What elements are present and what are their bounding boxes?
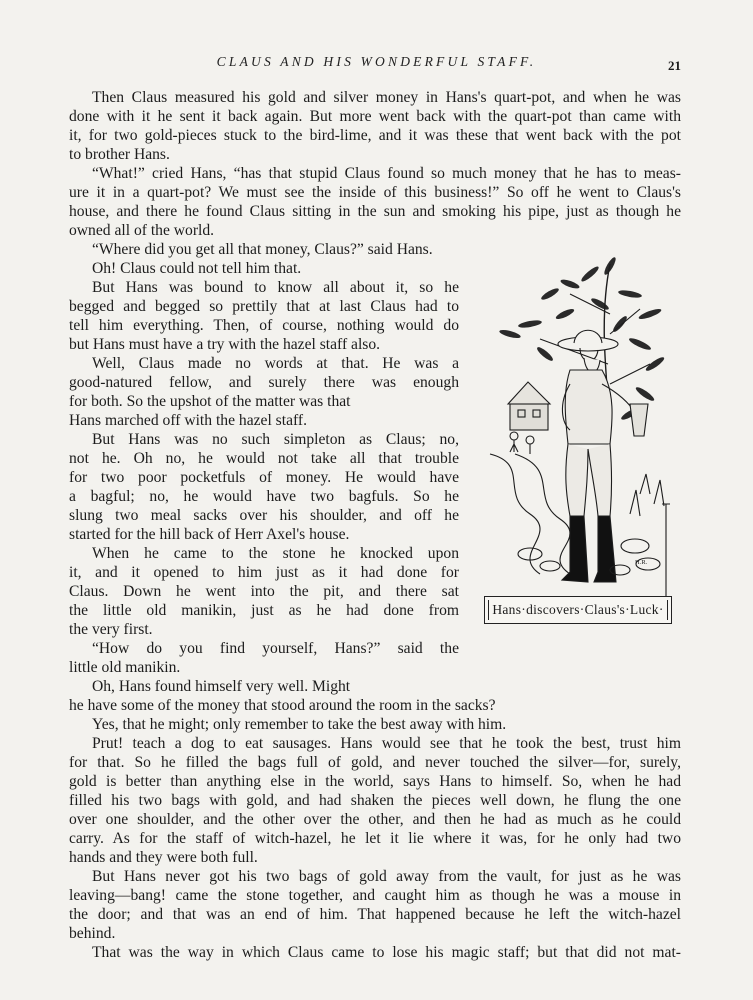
illustration-hans bbox=[470, 254, 684, 634]
text-line: the very first. bbox=[69, 621, 153, 638]
text-line: behind. bbox=[69, 925, 116, 942]
text-line: for two poor pocketfuls of money. He would have bbox=[69, 469, 459, 486]
text-line: for that. So he filled the bags full of gold, and never touched the silver—for, surely, bbox=[69, 754, 681, 771]
text-line: “How do you find yourself, Hans?” said the bbox=[92, 640, 459, 657]
text-line: But Hans never got his two bags of gold away from the vault, for just as he was bbox=[92, 868, 681, 885]
text-line: Oh! Claus could not tell him that. bbox=[92, 260, 302, 277]
text-line: tell him everything. Then, of course, nothing would do bbox=[69, 317, 459, 334]
text-line: little old manikin. bbox=[69, 659, 181, 676]
text-line: not he. Oh no, he would not take all that trouble bbox=[69, 450, 459, 467]
text-line: begged and begged so prettily that at last Claus had to bbox=[69, 298, 459, 315]
text-line: the door; and that was an end of him. That happened because he left the witch-hazel bbox=[69, 906, 681, 923]
text-line: “What!” cried Hans, “has that stupid Claus found so much money that he has to meas- bbox=[92, 165, 681, 182]
text-line: it, and it opened to him just as it had done for bbox=[69, 564, 459, 581]
text-line: When he came to the stone he knocked upon bbox=[92, 545, 459, 562]
text-line: he have some of the money that stood around the room in the sacks? bbox=[69, 697, 496, 714]
text-line: to brother Hans. bbox=[69, 146, 170, 163]
page-number: 21 bbox=[668, 58, 681, 73]
text-line: filled his two bags with gold, and had shaken the pieces well down, he flung the one bbox=[69, 792, 681, 809]
text-line: gold is better than anything else in the world, says Hans to himself. So, when he had bbox=[69, 773, 681, 790]
text-line: started for the hill back of Herr Axel's house. bbox=[69, 526, 350, 543]
text-line: house, and there he found Claus sitting in the sun and smoking his pipe, just as though he bbox=[69, 203, 681, 220]
text-line: slung two meal sacks over his shoulder, and off he bbox=[69, 507, 459, 524]
illustration-caption bbox=[484, 596, 672, 624]
text-line: Then Claus measured his gold and silver money in Hans's quart-pot, and when he was bbox=[92, 89, 681, 106]
text-line: a bagful; no, he would have two bagfuls. So he bbox=[69, 488, 459, 505]
text-line: done with it he sent it back again. But more went back with the quart-pot than came with bbox=[69, 108, 681, 125]
running-title: CLAUS AND HIS WONDERFUL STAFF. bbox=[216, 54, 537, 69]
text-line: Well, Claus made no words at that. He was a bbox=[92, 355, 459, 372]
monogram: H.R. bbox=[635, 559, 648, 566]
text-line: Hans marched off with the hazel staff. bbox=[69, 412, 308, 429]
text-line: But Hans was no such simpleton as Claus; no, bbox=[92, 431, 459, 448]
text-line: ure it in a quart-pot? We must see the inside of this business!” So off he went to Claus's bbox=[69, 184, 681, 201]
text-line: carry. As for the staff of witch-hazel, he let it lie where it was, for he only had two bbox=[69, 830, 681, 847]
text-line: “Where did you get all that money, Claus?” said Hans. bbox=[92, 241, 433, 258]
text-line: That was the way in which Claus came to lose his magic staff; but that did not mat- bbox=[92, 944, 681, 961]
text-line: hands and they were both full. bbox=[69, 849, 258, 866]
text-line: Claus. Down he went into the pit, and there sat bbox=[69, 583, 459, 600]
text-line: good-natured fellow, and surely there was enough bbox=[69, 374, 459, 391]
text-line: for both. So the upshot of the matter was that bbox=[69, 393, 351, 410]
text-line: Prut! teach a dog to eat sausages. Hans would see that he took the best, trust him bbox=[92, 735, 681, 752]
text-line: Yes, that he might; only remember to take the best away with him. bbox=[92, 716, 507, 733]
text-line: Oh, Hans found himself very well. Might bbox=[92, 678, 351, 695]
text-line: the little old manikin, just as he had done from bbox=[69, 602, 459, 619]
text-line: it, for two gold-pieces stuck to the bird-lime, and it was these that went back with the pot bbox=[69, 127, 681, 144]
text-line: But Hans was bound to know all about it, so he bbox=[92, 279, 459, 296]
caption-text: Hans·discovers·Claus's·Luck· bbox=[492, 602, 664, 617]
text-line: but Hans must have a try with the hazel staff also. bbox=[69, 336, 381, 353]
text-line: leaving—bang! came the stone together, and caught him as though he was a mouse in bbox=[69, 887, 681, 904]
text-line: over one shoulder, and the other over the other, and then he had as much as he could bbox=[69, 811, 681, 828]
text-line: owned all of the world. bbox=[69, 222, 215, 239]
